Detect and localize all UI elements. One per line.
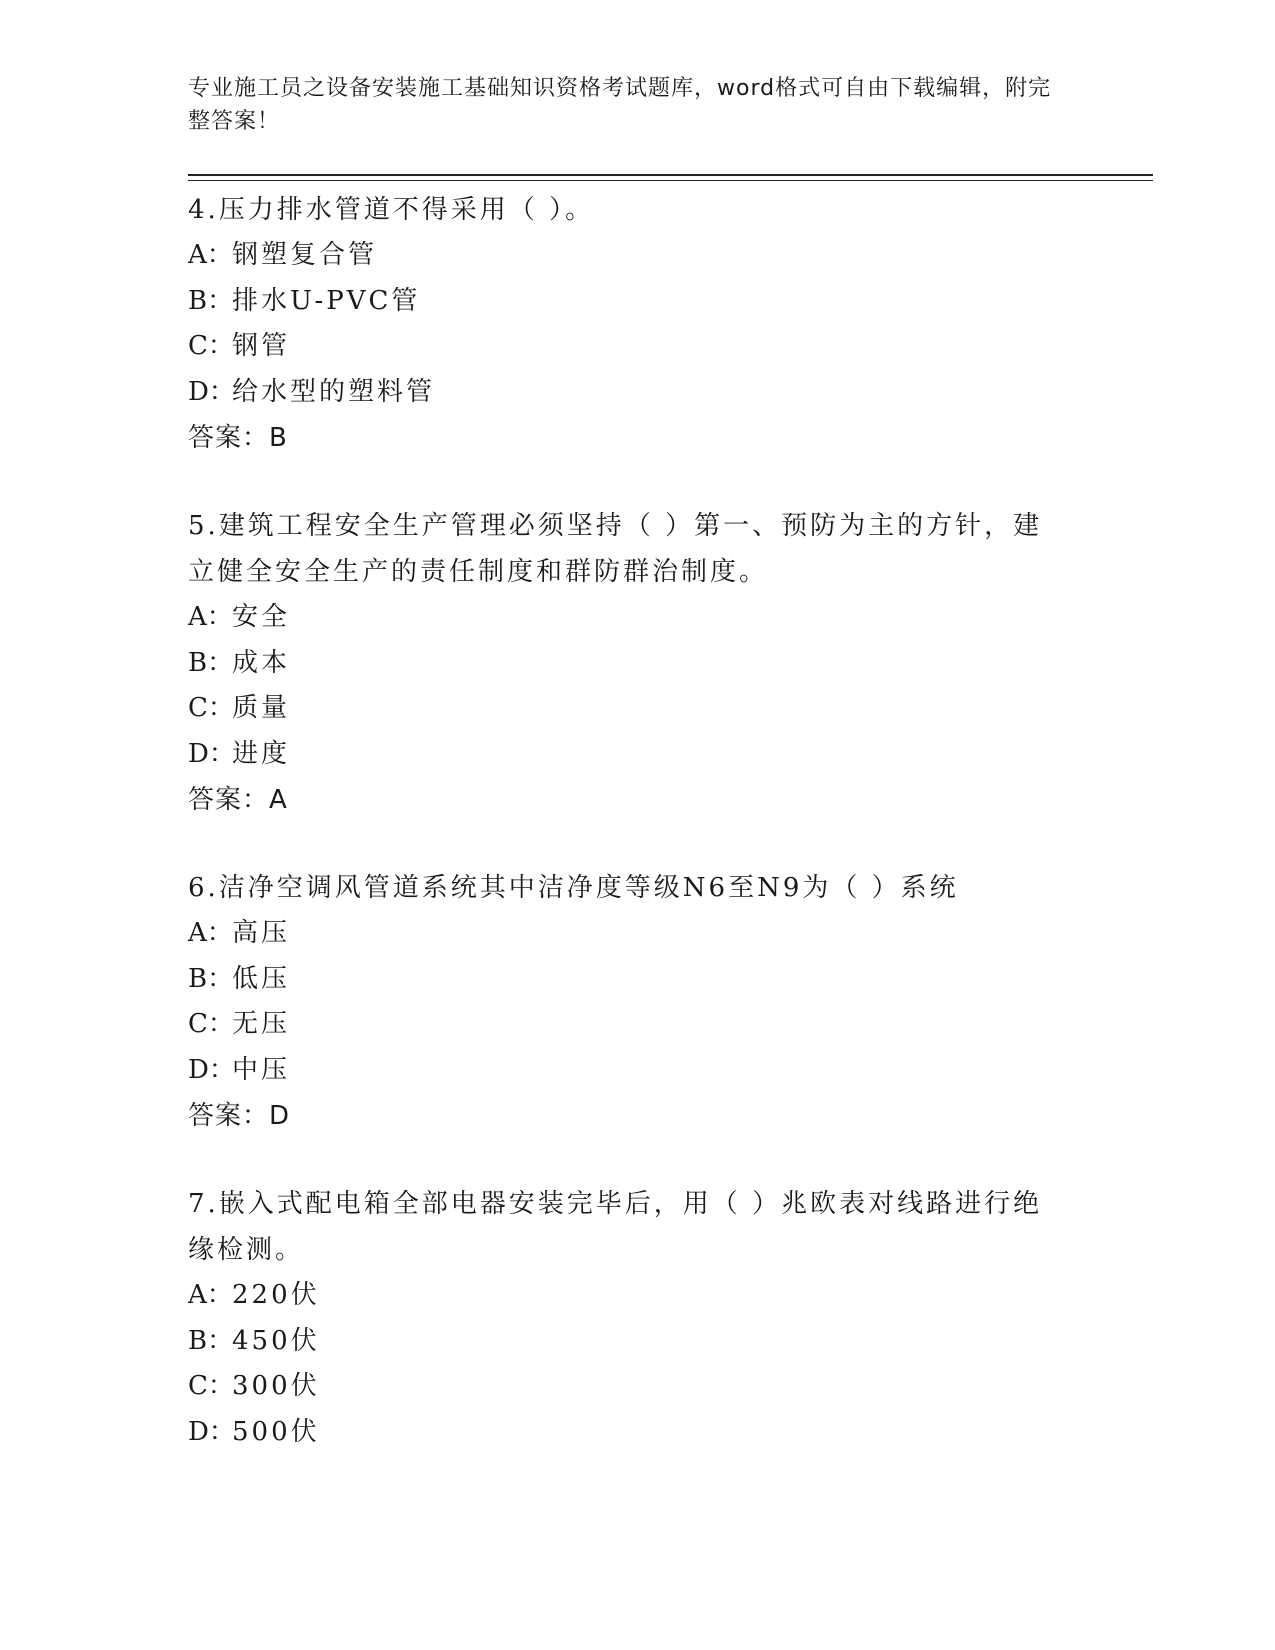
option-letter: B： (188, 1325, 234, 1356)
option-d (188, 1048, 1153, 1094)
option-text: 300伏 (232, 1371, 320, 1401)
option-text: 中压 (232, 1054, 291, 1085)
option-text: 钢塑复合管 (232, 240, 378, 270)
answer-line: 答案：B (188, 423, 288, 453)
option-letter: C： (188, 693, 234, 723)
option-text: 高压 (232, 918, 291, 948)
answer-line: 答案：A (188, 785, 288, 815)
option-a (188, 911, 1153, 957)
option-b (188, 641, 1153, 687)
question-text: 6.洁净空调风管道系统其中洁净度等级N6至N9为（ ）系统 (188, 873, 959, 903)
option-letter: C： (188, 1009, 234, 1039)
option-text: 450伏 (232, 1325, 320, 1356)
spacer (188, 823, 1153, 865)
option-text: 成本 (232, 647, 291, 678)
question-text: 7.嵌入式配电箱全部电器安装完毕后，用（ ）兆欧表对线路进行绝缘检测。 (188, 1189, 1043, 1265)
option-letter: B： (188, 647, 234, 678)
option-b (188, 1319, 1153, 1365)
option-letter: A： (188, 240, 233, 270)
option-text: 质量 (232, 693, 291, 723)
question-text: 4.压力排水管道不得采用（ ）。 (188, 195, 595, 225)
option-letter: B： (188, 285, 234, 316)
option-letter: D： (188, 738, 235, 769)
option-text: 安全 (232, 602, 291, 632)
document-header: 专业施工员之设备安装施工基础知识资格考试题库，word格式可自由下载编辑，附完整答案！ (188, 76, 1052, 134)
option-d (188, 370, 1153, 416)
option-letter: D： (188, 1416, 235, 1447)
option-text: 排水U-PVC管 (232, 285, 421, 316)
option-letter: B： (188, 963, 234, 994)
option-text: 钢管 (232, 331, 291, 361)
option-a (188, 1273, 1153, 1319)
option-text: 无压 (232, 1009, 291, 1039)
option-letter: A： (188, 1280, 233, 1310)
option-d (188, 1410, 1153, 1456)
option-letter: D： (188, 376, 235, 407)
document-page (188, 72, 1153, 1455)
header-divider (188, 174, 1153, 181)
option-text: 给水型的塑料管 (232, 376, 436, 407)
question-item (188, 865, 1153, 1139)
option-text: 500伏 (232, 1416, 320, 1447)
option-text: 220伏 (232, 1280, 320, 1310)
option-d (188, 732, 1153, 778)
question-text: 5.建筑工程安全生产管理必须坚持（ ）第一、预防为主的方针，建立健全安全生产的责任制度和群防群治制度。 (188, 511, 1043, 587)
option-text: 进度 (232, 738, 291, 769)
spacer (188, 461, 1153, 503)
option-letter: C： (188, 1371, 234, 1401)
question-item (188, 1181, 1153, 1455)
option-a (188, 595, 1153, 641)
option-letter: A： (188, 602, 233, 632)
option-a (188, 233, 1153, 279)
option-c (188, 324, 1153, 370)
answer-line: 答案：D (188, 1101, 291, 1131)
option-b (188, 279, 1153, 325)
option-c (188, 1002, 1153, 1048)
option-c (188, 1364, 1153, 1410)
option-b (188, 957, 1153, 1003)
option-c (188, 686, 1153, 732)
spacer (188, 1139, 1153, 1181)
option-letter: C： (188, 331, 234, 361)
option-letter: D： (188, 1054, 235, 1085)
option-text: 低压 (232, 963, 291, 994)
question-item (188, 503, 1153, 823)
option-letter: A： (188, 918, 233, 948)
question-item (188, 187, 1153, 461)
